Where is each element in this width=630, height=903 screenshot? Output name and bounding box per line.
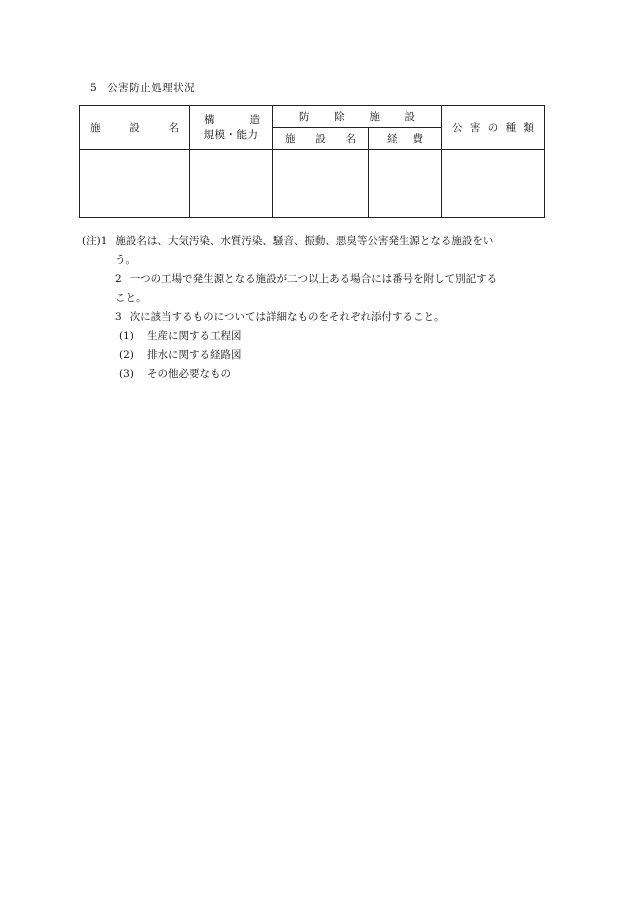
- note-item-3: [82, 308, 552, 327]
- header-char: 施: [285, 133, 296, 145]
- cell-prevention-name: [273, 150, 369, 218]
- notes-section: [82, 232, 552, 384]
- header-prevention-name-text: [273, 131, 368, 146]
- note-number: 3: [115, 311, 122, 323]
- header-structure-char-2: 造: [249, 113, 260, 126]
- note-item-2-continuation: こと。: [115, 292, 147, 304]
- header-prevention-facility: [273, 106, 442, 128]
- header-char: 経: [387, 133, 398, 145]
- note-text: 次に該当するものについては詳細なものをそれぞれ添付すること。: [129, 311, 445, 323]
- header-facility-name-text: [80, 120, 189, 135]
- sub-item-label: (1): [119, 330, 134, 342]
- sub-item-label: (3): [119, 368, 134, 380]
- cell-pollution-type: [442, 150, 545, 218]
- sub-item-text: 生産に関する工程図: [147, 330, 242, 342]
- header-prevention-cost-text: [369, 131, 441, 146]
- pollution-prevention-table: [79, 105, 545, 218]
- header-char: 類: [523, 122, 534, 134]
- header-char: 種: [505, 122, 517, 134]
- header-facility-name: [80, 106, 190, 150]
- table-row: [80, 150, 545, 218]
- sub-item-1: [82, 327, 552, 346]
- section-heading: [90, 80, 195, 95]
- header-pollution-type-text: [442, 120, 544, 135]
- section-number: 5: [90, 82, 98, 94]
- header-prevention-cost: [369, 128, 442, 150]
- header-char: 施: [90, 122, 101, 134]
- header-char: 設: [404, 111, 415, 123]
- sub-item-3: [82, 365, 552, 384]
- note-text: 一つの工場で発生源となる施設が二つ以上ある場合には番号を附して別記する: [129, 273, 498, 285]
- header-pollution-type: [442, 106, 545, 150]
- note-item-1: [82, 232, 552, 251]
- header-char: 害: [469, 122, 481, 134]
- header-structure-scale: 規模・能力: [203, 128, 259, 141]
- note-number: 1: [100, 235, 108, 247]
- header-char: 設: [315, 133, 326, 145]
- header-char: 設: [129, 122, 140, 134]
- header-char: 費: [412, 133, 423, 145]
- header-char: の: [487, 122, 499, 134]
- header-char: 名: [168, 122, 179, 134]
- section-title: 公害防止処理状況: [107, 82, 196, 94]
- header-char: 公: [452, 122, 463, 134]
- sub-item-2: [82, 346, 552, 365]
- note-item-2: [82, 270, 552, 289]
- cell-facility-name: [80, 150, 190, 218]
- cell-structure: [190, 150, 273, 218]
- sub-item-label: (2): [119, 349, 134, 361]
- note-number: 2: [115, 273, 122, 285]
- sub-item-text: その他必要なもの: [147, 368, 231, 380]
- note-item-1-continuation: う。: [115, 254, 136, 266]
- header-char: 防: [299, 111, 310, 123]
- sub-item-text: 排水に関する経路図: [147, 349, 242, 361]
- header-char: 名: [345, 133, 356, 145]
- header-char: 施: [369, 111, 380, 123]
- header-structure-char-1: 構: [204, 113, 215, 126]
- cell-prevention-cost: [369, 150, 442, 218]
- header-prevention-facility-text: [273, 109, 441, 124]
- header-char: 除: [334, 111, 345, 123]
- header-prevention-name: [273, 128, 369, 150]
- header-structure: [190, 106, 273, 150]
- note-text: 施設名は、大気汚染、水質汚染、騒音、振動、悪臭等公害発生源となる施設をい: [115, 235, 494, 247]
- notes-prefix: (注): [82, 235, 101, 247]
